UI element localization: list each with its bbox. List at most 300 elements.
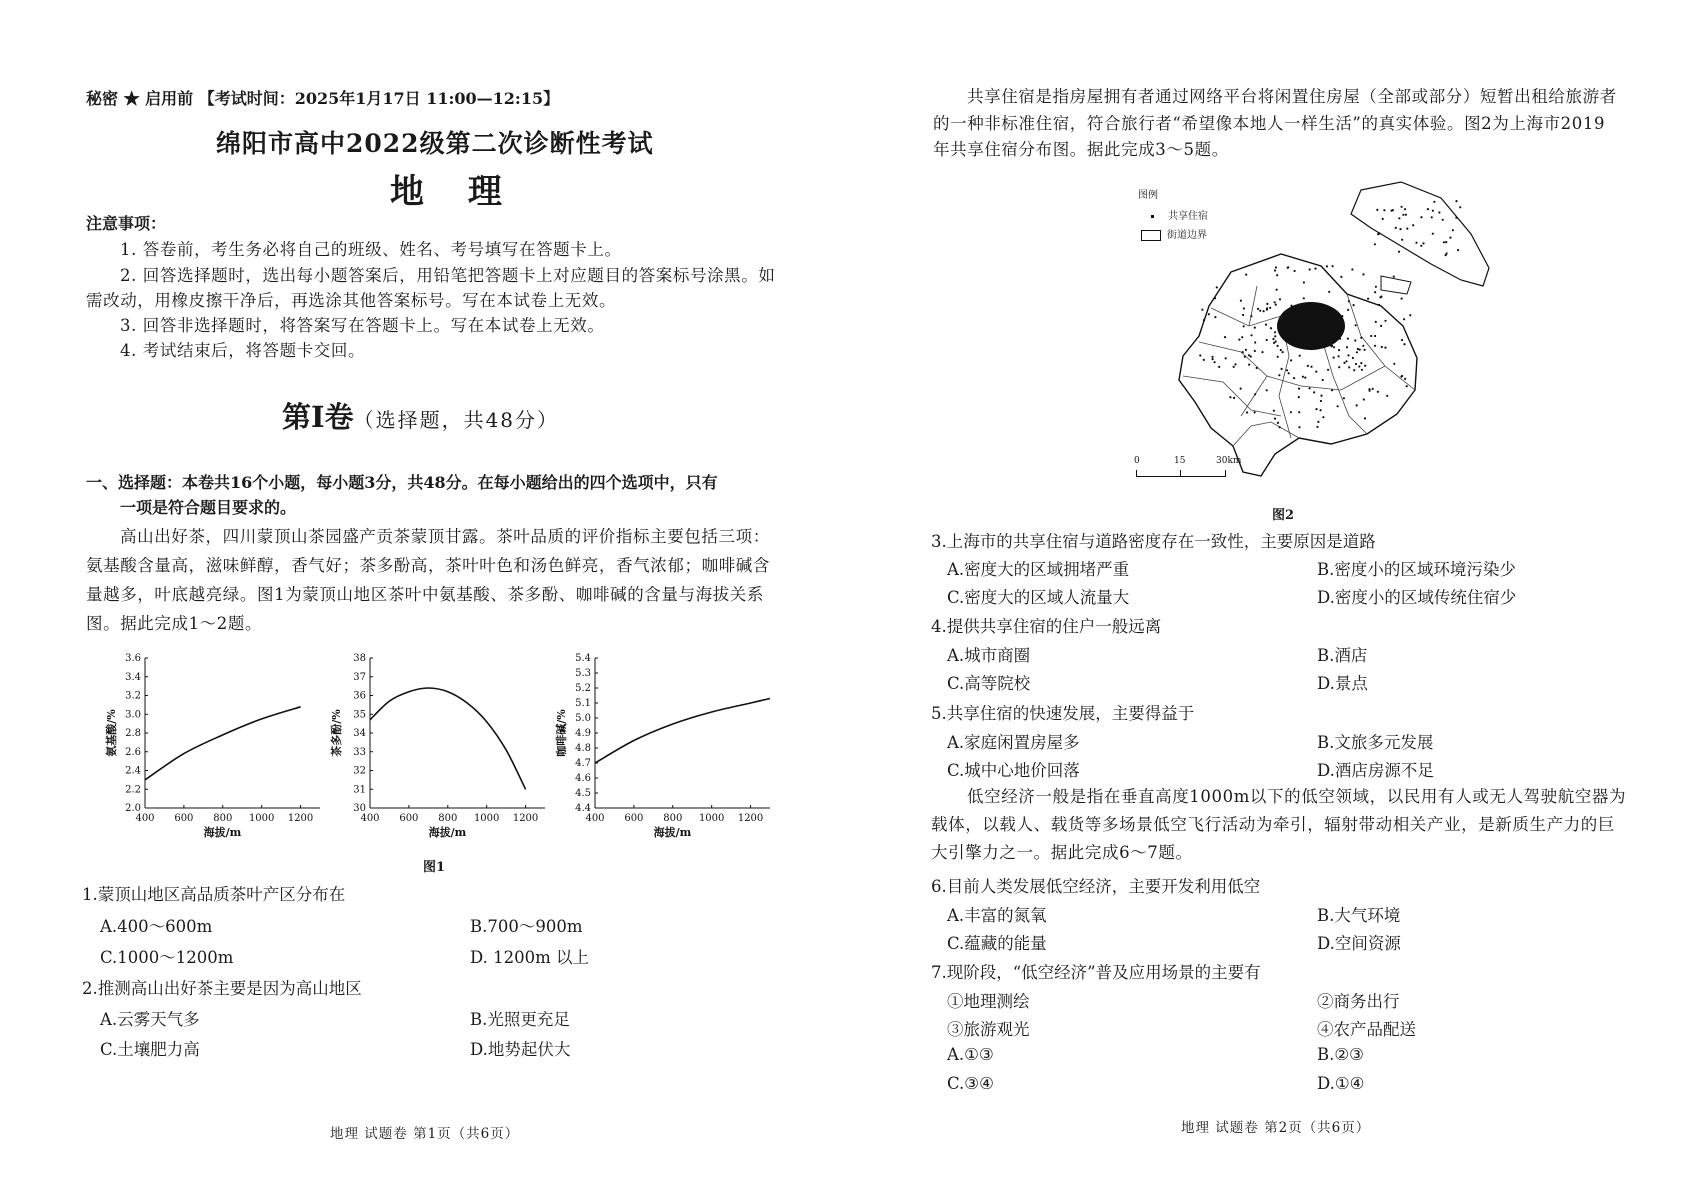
y-tick-label: 4.7 xyxy=(575,758,591,769)
left-page xyxy=(0,0,851,1204)
lodging-dot xyxy=(1298,388,1300,390)
y-tick-label: 4.5 xyxy=(575,788,591,799)
lodging-dot xyxy=(1360,362,1362,364)
lodging-dot xyxy=(1347,309,1349,311)
lodging-dot xyxy=(1299,333,1301,335)
lodging-dot xyxy=(1384,347,1386,349)
lodging-dot xyxy=(1442,219,1444,221)
lodging-dot xyxy=(1455,217,1457,219)
y-tick-label: 5.0 xyxy=(575,713,591,724)
figure-2-caption: 图2 xyxy=(1272,508,1295,523)
lodging-dot xyxy=(1315,371,1317,373)
x-tick-label: 1200 xyxy=(737,813,764,824)
lodging-dot xyxy=(1211,356,1213,358)
lodging-dot xyxy=(1459,206,1461,208)
lodging-dot xyxy=(1374,345,1376,347)
question-stem: 2.推测高山出好茶主要是因为高山地区 xyxy=(82,979,362,998)
lodging-dot xyxy=(1351,268,1353,270)
lodging-dot xyxy=(1290,359,1292,361)
y-tick-label: 2.0 xyxy=(125,803,141,814)
map-legend-title: 图例 xyxy=(1138,190,1158,201)
lodging-dot xyxy=(1295,340,1297,342)
lodging-dot xyxy=(1224,336,1226,338)
question-stem: 4.提供共享住宿的住户一般远离 xyxy=(931,617,1162,636)
y-axis-label: 氨基酸/% xyxy=(105,709,118,757)
lodging-dot xyxy=(1274,331,1276,333)
lodging-dot xyxy=(1298,411,1300,413)
lodging-dot xyxy=(1317,304,1319,306)
lodging-dot xyxy=(1248,364,1250,366)
passage-line: 量越多，叶底越亮绿。图1为蒙顶山地区茶叶中氨基酸、茶多酚、咖啡碱的含量与海拔关系 xyxy=(86,585,764,604)
option-a[interactable]: A.①③ xyxy=(947,1045,994,1064)
y-tick-label: 34 xyxy=(353,728,366,739)
x-tick-label: 1000 xyxy=(473,813,500,824)
page-footer: 地理 试题卷 第1页（共6页） xyxy=(330,1126,520,1142)
lodging-dot xyxy=(1286,369,1288,371)
lodging-dot xyxy=(1445,241,1447,243)
lodging-dot xyxy=(1348,300,1350,302)
intro-line: 的一种非标准住宿，符合旅行者“希望像本地人一样生活”的真实体验。图2为上海市2019 xyxy=(933,114,1606,133)
option-d[interactable]: D.酒店房源不足 xyxy=(1317,761,1434,780)
lodging-dot xyxy=(1290,324,1292,326)
x-tick-label: 600 xyxy=(624,813,644,824)
lodging-dot xyxy=(1404,208,1406,210)
lodging-dot xyxy=(1298,314,1300,316)
lodging-dot xyxy=(1346,346,1348,348)
lodging-dot xyxy=(1322,340,1324,342)
option-c[interactable]: C.1000～1200m xyxy=(100,948,234,967)
lodging-dot xyxy=(1245,274,1247,276)
lodging-dot xyxy=(1312,337,1314,339)
option-a[interactable]: A.家庭闲置房屋多 xyxy=(947,733,1080,752)
y-tick-label: 5.4 xyxy=(575,653,591,664)
lodging-dot xyxy=(1403,343,1405,345)
lodging-dot xyxy=(1201,309,1203,311)
y-tick-label: 5.1 xyxy=(575,698,591,709)
option-b[interactable]: B.②③ xyxy=(1317,1045,1364,1064)
chart-1 xyxy=(104,653,320,839)
lodging-dot xyxy=(1263,310,1265,312)
lodging-dot xyxy=(1323,318,1325,320)
notice-item: 4. 考试结束后，将答题卡交回。 xyxy=(120,341,366,360)
lodging-dot xyxy=(1319,323,1321,325)
lodging-dot xyxy=(1380,296,1382,298)
lodging-dot xyxy=(1392,209,1394,211)
lodging-dot xyxy=(1338,349,1340,351)
option-a[interactable]: A.密度大的区域拥堵严重 xyxy=(947,560,1130,579)
lodging-dot xyxy=(1347,354,1349,356)
lodging-dot xyxy=(1324,314,1326,316)
lodging-dot xyxy=(1331,345,1333,347)
lodging-dot xyxy=(1266,389,1268,391)
y-tick-label: 38 xyxy=(353,653,366,664)
lodging-dot xyxy=(1433,201,1435,203)
lodging-dot xyxy=(1399,228,1401,230)
lodging-dot xyxy=(1238,339,1240,341)
lodging-dot xyxy=(1234,363,1236,365)
lodging-dot xyxy=(1214,361,1216,363)
lodging-dot xyxy=(1364,365,1366,367)
x-tick-label: 1200 xyxy=(287,813,314,824)
lodging-dot xyxy=(1383,209,1385,211)
lodging-dot xyxy=(1322,379,1324,381)
y-tick-label: 33 xyxy=(353,746,366,758)
lodging-dot xyxy=(1274,301,1276,303)
lodging-dot xyxy=(1302,376,1304,378)
option-c[interactable]: C.密度大的区域人流量大 xyxy=(947,588,1130,607)
lodging-dot xyxy=(1393,363,1395,365)
exam-title: 绵阳市高中2022级第二次诊断性考试 xyxy=(216,129,654,158)
chart-2 xyxy=(329,653,545,839)
y-tick-label: 4.6 xyxy=(575,773,591,784)
lodging-dot xyxy=(1405,214,1407,216)
lodging-dot xyxy=(1368,388,1370,390)
lodging-dot xyxy=(1446,252,1448,254)
option-d[interactable]: D.景点 xyxy=(1317,674,1368,693)
lodging-dot xyxy=(1348,366,1350,368)
choice-item: ③旅游观光 xyxy=(947,1020,1030,1039)
lodging-dot xyxy=(1254,327,1256,329)
lodging-dot xyxy=(1339,328,1341,330)
x-tick-label: 1000 xyxy=(248,813,275,824)
section-title-sub: （选择题，共48分） xyxy=(353,408,560,432)
lodging-dot xyxy=(1395,227,1397,229)
lodging-dot xyxy=(1199,354,1201,356)
lodging-dot xyxy=(1314,330,1316,332)
lodging-dot xyxy=(1298,344,1300,346)
lodging-dot xyxy=(1401,339,1403,341)
y-tick-label: 3.0 xyxy=(125,709,141,721)
lodging-dot xyxy=(1304,377,1306,379)
lodging-dot xyxy=(1278,374,1280,376)
y-tick-label: 4.9 xyxy=(575,728,591,739)
lodging-dot xyxy=(1282,351,1284,353)
lodging-dot xyxy=(1393,276,1395,278)
lodging-dot xyxy=(1374,243,1376,245)
lodging-dot xyxy=(1339,338,1341,340)
lodging-dot xyxy=(1233,366,1235,368)
section-title-main: 第Ⅰ卷 xyxy=(282,400,354,434)
page-footer: 地理 试题卷 第2页（共6页） xyxy=(1181,1120,1371,1136)
lodging-dot xyxy=(1352,357,1354,359)
lodging-dot xyxy=(1384,320,1386,322)
lodging-dot xyxy=(1374,335,1376,337)
lodging-dot xyxy=(1401,375,1403,377)
lodging-dot xyxy=(1294,270,1296,272)
lodging-dot xyxy=(1409,314,1411,316)
notice-item: 2. 回答选择题时，选出每小题答案后，用铅笔把答题卡上对应题目的答案标号涂黑。如 xyxy=(120,266,776,285)
legend-box-label: 街道边界 xyxy=(1167,230,1207,241)
lodging-dot xyxy=(1372,388,1374,390)
lodging-dot xyxy=(1320,400,1322,402)
lodging-dot xyxy=(1290,305,1292,307)
lodging-dot xyxy=(1304,333,1306,335)
lodging-dot xyxy=(1274,269,1276,271)
y-tick-label: 4.4 xyxy=(575,803,591,814)
lodging-dot xyxy=(1212,358,1214,360)
y-tick-label: 37 xyxy=(353,671,366,683)
option-a[interactable]: A.城市商圈 xyxy=(947,646,1031,665)
passage-line: 图。据此完成1～2题。 xyxy=(86,614,263,633)
y-tick-label: 4.8 xyxy=(575,743,591,754)
lodging-dot xyxy=(1342,323,1344,325)
lodging-dot xyxy=(1277,356,1279,358)
chongming-island xyxy=(1351,182,1489,286)
x-tick-label: 400 xyxy=(585,813,605,824)
lodging-dot xyxy=(1311,324,1313,326)
lodging-dot xyxy=(1403,318,1405,320)
option-c[interactable]: C.土壤肥力高 xyxy=(100,1040,200,1059)
option-c[interactable]: C.城中心地价回落 xyxy=(947,761,1080,780)
option-a[interactable]: A.400～600m xyxy=(100,917,213,936)
series-line xyxy=(595,699,770,764)
lodging-dot xyxy=(1310,336,1312,338)
lodging-dot xyxy=(1443,241,1445,243)
x-tick-label: 600 xyxy=(174,813,194,824)
lodging-dot xyxy=(1266,303,1268,305)
option-d[interactable]: D.空间资源 xyxy=(1317,934,1401,953)
lodging-dot xyxy=(1406,228,1408,230)
x-tick-label: 800 xyxy=(663,813,683,824)
passage-line: 载体，以载人、载货等多场景低空飞行活动为牵引，辐射带动相关产业，是新质生产力的巨 xyxy=(931,815,1615,834)
lodging-dot xyxy=(1333,346,1335,348)
option-c[interactable]: C.③④ xyxy=(947,1074,994,1093)
choice-item: ①地理测绘 xyxy=(947,992,1030,1011)
lodging-dot xyxy=(1378,304,1380,306)
y-axis-label: 茶多酚/% xyxy=(330,709,343,757)
notice-item: 需改动，用橡皮擦干净后，再选涂其他答案标号。写在本试卷上无效。 xyxy=(86,291,617,310)
lodging-dot xyxy=(1431,216,1433,218)
confidential-header: 秘密 ★ 启用前 【考试时间：2025年1月17日 11:00—12:15】 xyxy=(86,89,560,108)
y-tick-label: 32 xyxy=(353,765,366,777)
lodging-dot xyxy=(1266,309,1268,311)
lodging-dot xyxy=(1316,316,1318,318)
lodging-dot xyxy=(1386,395,1388,397)
lodging-dot xyxy=(1285,340,1287,342)
lodging-dot xyxy=(1377,233,1379,235)
lodging-dot xyxy=(1341,315,1343,317)
lodging-dot xyxy=(1290,411,1292,413)
question-stem: 6.目前人类发展低空经济，主要开发利用低空 xyxy=(931,877,1261,896)
lodging-dot xyxy=(1404,378,1406,380)
lodging-dot xyxy=(1307,365,1309,367)
lodging-dot xyxy=(1420,216,1422,218)
lodging-dot xyxy=(1304,339,1306,341)
lodging-dot xyxy=(1261,351,1263,353)
lodging-dot xyxy=(1345,360,1347,362)
lodging-dot xyxy=(1363,398,1365,400)
choice-item: ②商务出行 xyxy=(1317,992,1400,1011)
lodging-dot xyxy=(1298,396,1300,398)
y-tick-label: 31 xyxy=(353,784,366,796)
lodging-dot xyxy=(1375,286,1377,288)
lodging-dot xyxy=(1377,391,1379,393)
lodging-dot xyxy=(1332,265,1334,267)
map-scale-bar xyxy=(1134,456,1242,477)
lodging-dot xyxy=(1422,242,1424,244)
passage-line: 大引擎力之一。据此完成6～7题。 xyxy=(931,843,1193,862)
lodging-dot xyxy=(1242,314,1244,316)
lodging-dot xyxy=(1280,349,1282,351)
lodging-dot xyxy=(1316,426,1318,428)
lodging-dot xyxy=(1355,363,1357,365)
y-axis-label: 咖啡碱/% xyxy=(555,709,568,757)
lodging-dot xyxy=(1380,325,1382,327)
lodging-dot xyxy=(1367,298,1369,300)
lodging-dot xyxy=(1310,366,1312,368)
lodging-dot xyxy=(1427,208,1429,210)
y-tick-label: 5.3 xyxy=(575,668,591,679)
lodging-dot xyxy=(1216,286,1218,288)
lodging-dot xyxy=(1302,325,1304,327)
lodging-dot xyxy=(1301,328,1303,330)
lodging-dot xyxy=(1243,325,1245,327)
option-b[interactable]: B.光照更充足 xyxy=(470,1010,570,1029)
question-stem: 7.现阶段，“低空经济”普及应用场景的主要有 xyxy=(931,963,1261,982)
y-tick-label: 2.8 xyxy=(125,728,141,739)
option-b[interactable]: B.文旅多元发展 xyxy=(1317,733,1434,752)
dot-symbol-icon xyxy=(1151,215,1154,218)
boundary-box-icon xyxy=(1141,230,1161,241)
lodging-dot xyxy=(1270,327,1272,329)
option-a[interactable]: A.云雾天气多 xyxy=(100,1010,200,1029)
y-tick-label: 5.2 xyxy=(575,683,591,694)
x-tick-label: 1200 xyxy=(512,813,539,824)
option-b[interactable]: B.密度小的区域环境污染少 xyxy=(1317,560,1516,579)
y-tick-label: 2.2 xyxy=(125,784,141,796)
lodging-dot xyxy=(1250,315,1252,317)
notice-heading: 注意事项： xyxy=(86,214,167,233)
x-tick-label: 400 xyxy=(135,813,155,824)
lodging-dot xyxy=(1288,372,1290,374)
option-b[interactable]: B.700～900m xyxy=(470,917,583,936)
lodging-dot xyxy=(1294,324,1296,326)
lodging-dot xyxy=(1208,313,1210,315)
lodging-dot xyxy=(1273,342,1275,344)
y-tick-label: 36 xyxy=(353,690,366,702)
scale-label: 30km xyxy=(1216,456,1242,466)
lodging-dot xyxy=(1361,369,1363,371)
option-a[interactable]: A.丰富的氮氧 xyxy=(947,906,1047,925)
x-tick-label: 800 xyxy=(213,813,233,824)
lodging-dot xyxy=(1343,362,1345,364)
lodging-dot xyxy=(1325,326,1327,328)
right-page xyxy=(851,0,1703,1204)
lodging-dot xyxy=(1257,308,1259,310)
lodging-dot xyxy=(1382,218,1384,220)
lodging-dot xyxy=(1296,317,1298,319)
lodging-dot xyxy=(1449,237,1451,239)
notice-item: 1. 答卷前，考生务必将自己的班级、姓名、考号填写在答题卡上。 xyxy=(120,240,622,259)
lodging-dot xyxy=(1229,396,1231,398)
y-tick-label: 2.4 xyxy=(125,765,141,777)
lodging-dot xyxy=(1376,209,1378,211)
lodging-dot xyxy=(1353,304,1355,306)
lodging-dot xyxy=(1402,214,1404,216)
legend-dot-label: 共享住宿 xyxy=(1168,211,1208,222)
lodging-dot xyxy=(1320,409,1322,411)
lodging-dot xyxy=(1358,365,1360,367)
lodging-dot xyxy=(1259,310,1261,312)
lodging-dot xyxy=(1338,355,1340,357)
lodging-dot xyxy=(1294,344,1296,346)
lodging-dot xyxy=(1274,418,1276,420)
lodging-dot xyxy=(1244,356,1246,358)
option-c[interactable]: C.高等院校 xyxy=(947,674,1031,693)
lodging-dot xyxy=(1457,249,1459,251)
lodging-dot xyxy=(1313,391,1315,393)
passage-line: 低空经济一般是指在垂直高度1000m以下的低空领域，以民用有人或无人驾驶航空器为 xyxy=(967,787,1627,806)
lodging-dot xyxy=(1276,274,1278,276)
lodging-dot xyxy=(1309,333,1311,335)
lodging-dot xyxy=(1279,298,1281,300)
lodging-dot xyxy=(1297,325,1299,327)
lodging-dot xyxy=(1398,217,1400,219)
option-d[interactable]: D.地势起伏大 xyxy=(470,1040,571,1059)
lodging-dot xyxy=(1438,211,1440,213)
lodging-dot xyxy=(1364,417,1366,419)
x-axis-label: 海拔/m xyxy=(428,826,467,839)
passage-line: 高山出好茶，四川蒙顶山茶园盛产贡茶蒙顶甘露。茶叶品质的评价指标主要包括三项： xyxy=(120,527,770,546)
y-tick-label: 35 xyxy=(353,709,366,721)
section-title xyxy=(282,395,559,436)
lodging-dot xyxy=(1203,319,1205,321)
lodging-dot xyxy=(1364,349,1366,351)
lodging-dot xyxy=(1274,335,1276,337)
option-d[interactable]: D. 1200m 以上 xyxy=(470,948,590,967)
option-b[interactable]: B.大气环境 xyxy=(1317,906,1401,925)
lodging-dot xyxy=(1322,416,1324,418)
lodging-dot xyxy=(1347,338,1349,340)
lodging-dot xyxy=(1315,408,1317,410)
option-b[interactable]: B.酒店 xyxy=(1317,646,1368,665)
part-heading: 一、选择题：本卷共16个小题，每小题3分，共48分。在每小题给出的四个选项中，只有 xyxy=(86,473,718,492)
x-axis-label: 海拔/m xyxy=(203,826,242,839)
lodging-dot xyxy=(1283,313,1285,315)
question-stem: 3.上海市的共享住宿与道路密度存在一致性，主要原因是道路 xyxy=(931,532,1376,551)
series-line xyxy=(145,707,301,780)
lodging-dot xyxy=(1335,338,1337,340)
lodging-dot xyxy=(1298,426,1300,428)
lodging-dot xyxy=(1355,324,1357,326)
lodging-dot xyxy=(1320,395,1322,397)
lodging-dot xyxy=(1356,351,1358,353)
option-c[interactable]: C.蕴藏的能量 xyxy=(947,934,1047,953)
x-tick-label: 800 xyxy=(438,813,458,824)
lodging-dot xyxy=(1381,346,1383,348)
lodging-dot xyxy=(1401,239,1403,241)
lodging-dot xyxy=(1245,349,1247,351)
lodging-dot xyxy=(1412,224,1414,226)
island-small xyxy=(1381,276,1411,294)
choice-item: ④农产品配送 xyxy=(1317,1020,1416,1039)
lodging-dot xyxy=(1370,335,1372,337)
lodging-dot xyxy=(1401,206,1403,208)
lodging-dot xyxy=(1275,304,1277,306)
option-d[interactable]: D.密度小的区域传统住宿少 xyxy=(1317,588,1517,607)
lodging-dot xyxy=(1246,411,1248,413)
lodging-dot xyxy=(1233,397,1235,399)
passage-line: 氨基酸含量高，滋味鲜醇，香气好；茶多酚高，茶叶叶色和汤色鲜亮，香气浓郁；咖啡碱含 xyxy=(86,556,770,575)
subject-title: 地 理 xyxy=(390,172,518,212)
x-tick-label: 400 xyxy=(360,813,380,824)
lodging-dot xyxy=(1254,350,1256,352)
lodging-dot xyxy=(1299,355,1301,357)
lodging-dot xyxy=(1314,341,1316,343)
option-d[interactable]: D.①④ xyxy=(1317,1074,1365,1093)
lodging-dot xyxy=(1333,357,1335,359)
lodging-dot xyxy=(1316,335,1318,337)
